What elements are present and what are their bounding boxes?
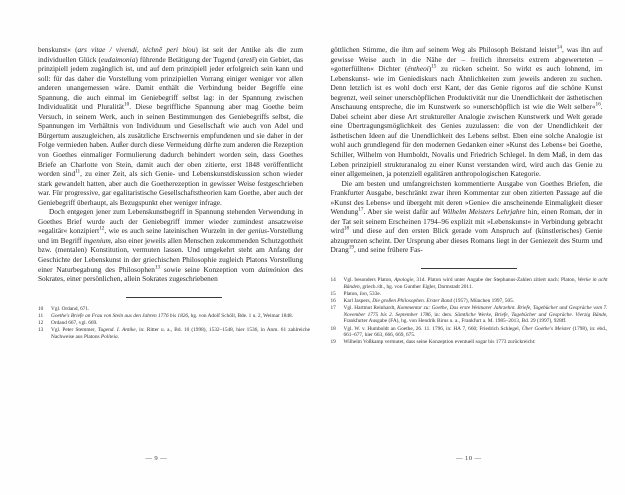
body-paragraph	[331, 179, 603, 255]
footnote-entry	[331, 277, 608, 290]
footnote-number: 11	[38, 312, 44, 319]
footnote-text	[344, 326, 608, 339]
text-run: . Diese begriffliche Spannung aber mag Goethe beim Versuch, in seinem Werk, auch in seinen Bestimmungen des Geniebegriffs selbst, die Spannungen im Verhältnis von Individuum und Gesellschaft wie auch von Adel und Bürgertum auszugleichen, als zusätzliche Erschwernis empfundenen und sie daher in der Folge vermieden haben. Außer durch diese Vermeidung dürfte zum anderen die Rezeption von Goethes einmaliger Formulierung dadurch behindert worden sein, dass Goethes Briefe an Charlotte von Stein, damit auch der oben zitierte, erst 1848 veröffentlicht worden sind	[38, 102, 303, 179]
footnote-entry	[331, 298, 608, 305]
italic-run: eudaimonia	[100, 54, 136, 64]
italic-run: Ion	[359, 290, 367, 297]
text-run: -Vorstellung und im Begriff	[38, 226, 303, 245]
text-run: , Frankfurter Ausgabe (FA), hg. von Hendrik Birus u. a., Frankfurt a. M. 1985–2013, Bd. 29 (1997), 928ff.	[343, 311, 608, 325]
italic-run: Sämtliche Werke, Briefe, Tagebücher und Gespräche. Vierzig Bände	[454, 311, 607, 318]
italic-run: Tugend. I. Antike	[97, 327, 136, 334]
text-run: des Sokrates, einer persönlichen, allein Sokrates zugeschriebenen	[38, 264, 303, 284]
text-run: . Aber sie weist dafür auf	[363, 207, 443, 217]
footnote-number: 15	[330, 290, 336, 297]
footnote-entry	[38, 313, 310, 320]
italic-run: éntheoi	[407, 64, 429, 74]
footnote-text	[344, 277, 608, 290]
italic-run: Die großen Philosophen. Erster Band	[372, 298, 453, 304]
text-run: , in: ders.	[430, 311, 455, 318]
text-run: (1798), in: ebd., 661–677, hier 663, 666, 669, 675.	[343, 325, 608, 339]
footnote-marker: 10	[124, 101, 130, 108]
text-run: , also einer jeweils allen Menschen zukommenden Schutzgottheit bzw. (mentalen) Konstitution, vermuten lassen. Und umgekehrt steht am Anfang der Geschichte der Lebenskunst in der griechischen Philosophie zugleich Platons Vorstellung einer Naturbegabung des Philosophen	[38, 235, 303, 274]
text-run: .	[117, 333, 119, 340]
text-run: Karl Jaspers,	[343, 298, 373, 304]
italic-run: Apologie	[394, 277, 414, 284]
text-run: ) ein Gebiet, das prinzipiell jedem zugänglich ist, und auf dem prinzipiell jeder erfolgreich sein kann und soll: für das daher die Vorstellung vom prinzipiellen Vorrang einiger weniger vor allen anderen unangemessen wäre. Damit enthält die Verbindung beider Begriffe eine Spannung, die auch einmal im Geniebegriff selbst lag: in der Spannung zwischen Individualität und Pluralität	[38, 54, 304, 112]
text-run: sowie seine Konzeption vom	[160, 264, 259, 274]
footnote-separator-rule	[421, 268, 517, 269]
footnote-number: 18	[330, 325, 336, 332]
italic-run: Goethe's Briefe an Frau von Stein aus den Jahren 1776 bis 1826	[51, 312, 189, 319]
text-run: , in: Ritter u. a., Bd. 10 (1998), 1532–1548, hier 1536, in Anm. 61 zahlreiche Nachweise aus Platons	[51, 327, 310, 340]
footnote-marker: 14	[556, 44, 562, 51]
footnote-text	[344, 298, 608, 305]
text-run: )	[428, 64, 432, 74]
left-page-footnote-area	[38, 297, 310, 341]
text-run: hin, einen Roman, der in der Tat seit seinem Erscheinen 1794–96 explizit mit »Lebenskunst« in Verbindung gebracht wird	[330, 207, 603, 236]
right-page-folio: — 10 —	[456, 455, 482, 462]
footnote-text	[344, 305, 608, 325]
text-run: Die am besten und umfangreichsten kommentierte Ausgabe von Goethes Briefen, die Frankfurter Ausgabe, beschränkt zwar ihren Kommentar zur oben zitierten Passage auf die »Kunst des Lebens« und übergeht mit deren »Genie« die anscheinende Einmaligkeit dieser Wendung	[330, 178, 603, 217]
text-run: , zu einer Zeit, als sich Genie- und Lebenskunstdiskussion schon wieder stark gewandelt hatten, aber auch die Goetherezeption in gewisser Weise festgeschrieben war. Für progressive, gar egalitaristische Gesellschaftstheorien kam Goethe, aber auch der Geniebegriff überhaupt, als Bezugspunkt eher weniger infrage.	[38, 169, 303, 207]
footnote-text	[51, 320, 310, 327]
text-run: ) ist seit der Antike als die zum individuellen Glück (	[38, 45, 303, 64]
footnote-number: 14	[330, 277, 336, 284]
text-run: . Dabei scheint aber diese Art struktureller Analogie zwischen Kunstwerk und Welt gerade eine Übertragungsmöglichkeit des Genies zuzulassen: die von der Unendlichkeit der ästhetischen Ideen auf die Unendlichkeit des Lebens selbst. Eben eine solche Analogie ist wohl auch grundlegend für den modernen Gedanken einer »Kunst des Lebens« bei Goethe, Schiller, Wilhelm von Humboldt, Novalis und Friedrich Schlegel. In dem Maß, in dem das Leben prinzipiell strukturanalog zu einer Kunst verstanden wird, wird auch das Genie zu einer allgemeinen, ja potenziell egalitären anthropologischen Kategorie.	[330, 102, 603, 179]
text-run: Ordand 667, vgl. 669.	[51, 320, 98, 327]
footnote-marker: 13	[154, 264, 161, 271]
italic-run: ingenium	[83, 235, 111, 245]
footnote-marker: 12	[99, 225, 105, 232]
italic-run: daimónion	[258, 264, 290, 274]
body-paragraph	[331, 45, 603, 179]
text-run: , und seine frühere Fas-	[353, 245, 423, 255]
right-page-footnote-list	[331, 277, 608, 346]
footnote-number: 17	[330, 305, 336, 312]
footnote-text	[51, 313, 310, 320]
footnote-marker: 11	[75, 168, 81, 175]
text-run: , wie es auch seine lateinischen Wurzeln in der	[104, 226, 248, 236]
text-run: Vgl. Hartmut Reinhardt,	[343, 305, 398, 312]
left-page-folio: — 9 —	[145, 455, 168, 462]
body-paragraph	[38, 207, 303, 283]
italic-run: aretē	[239, 54, 255, 64]
text-run: und diese auf den ersten Blick gerade vom Anspruch auf (künstlerisches) Genie abzugrenzen scheint. Der Ursprung aber dieses Romans liegt in der Geniezeit des Sturm und Drang	[330, 226, 603, 255]
text-run: Vgl. Peter Stemmer,	[51, 327, 98, 334]
left-page-footnote-list	[38, 306, 310, 341]
text-run: , 533e.	[366, 290, 382, 297]
footnote-marker: 16	[595, 101, 601, 108]
footnote-marker: 17	[358, 206, 364, 213]
text-run: Platon,	[343, 290, 360, 297]
text-run: göttlichen Stimme, die ihm auf seinem Weg als Philosoph Beistand leistet	[330, 45, 557, 54]
italic-run: ars vitae / vivendi, téchnē peri bíou	[77, 45, 196, 54]
footnote-separator-rule	[126, 297, 222, 298]
italic-run: Werke in acht Bänden	[343, 277, 608, 290]
italic-run: Kommentar zu: Goethe, Das erste Weimarer Jahrzehnt. Briefe, Tagebücher und Gespräche vom 7. November 1775 bis 2. September 1786	[343, 305, 608, 318]
footnote-entry	[331, 291, 608, 298]
text-run: (1957), München 1997, 505.	[452, 298, 515, 304]
footnote-entry	[331, 305, 608, 325]
footnote-text	[51, 327, 310, 340]
left-page-body	[38, 45, 303, 284]
text-run: , hg. von Adolf Schöll, Bde. 1 u. 2, Weimar 1848.	[188, 312, 293, 319]
text-run: Vgl. Ordand, 671.	[51, 305, 90, 312]
footnote-marker: 19	[348, 245, 354, 252]
text-run: zu rücken scheint. So wirkt es auch lohnend, im Lebenskunst- wie im Geniediskurs nach Ähnlichkeiten zum jeweils anderen zu suchen. Denn letzlich ist es wohl doch erst Kant, der das Genie rigoros auf die schöne Kunst begrenzt, weil seiner unerschöpflichen Produktivität nur die Unendlichkeit der ästhetischen Anschauung entspreche, die im Kunstwerk so »unerschöpflich ist wie die Welt selber«	[330, 64, 603, 112]
text-run: Vgl. W. v. Humboldt an Goethe, 26. 11. 1796, in: HA 7, 660; Friedrich Schlegel,	[343, 325, 522, 332]
footnote-number: 16	[330, 298, 336, 304]
italic-run: Wilhelm Meisters Lehrjahre	[442, 207, 526, 217]
text-run: benskunst« (	[38, 45, 78, 54]
footnote-marker: 18	[343, 225, 350, 232]
footnote-text	[51, 306, 310, 313]
footnote-number: 13	[38, 327, 44, 334]
text-run: Wilhelm Voßkamp vermutet, dass seine Konzeption eventuell sogar bis 1773 zurückreicht:	[343, 339, 536, 346]
text-run: Vgl. besonders Platon,	[343, 277, 395, 284]
footnote-entry	[38, 306, 310, 313]
italic-run: Politeia	[100, 333, 118, 340]
right-page-footnote-area	[331, 268, 608, 346]
body-paragraph	[38, 45, 303, 207]
footnote-text	[344, 339, 608, 346]
text-run: , griech./dt., hg. von Gunther Eigler, Darmstadt 2011.	[359, 283, 473, 290]
italic-run: genius	[247, 226, 268, 236]
footnote-entry	[38, 320, 310, 327]
footnote-entry	[38, 327, 310, 340]
text-run: , 31d. Platon wird unter Angabe der Stephanus-Zahlen zitiert nach: Platon,	[413, 277, 578, 284]
footnote-number: 10	[38, 305, 44, 312]
footnote-number: 12	[38, 320, 44, 327]
text-run: ) führende Betätigung der Tugend (	[135, 54, 240, 64]
text-run: Doch entgegen jener zum Lebenskunstbegriff in Spannung stehenden Verwendung in Goethes Brief wurde auch der Geniebegriff immer wieder zumindest ansatzweise »egalitär« konzipiert	[38, 207, 303, 236]
footnote-entry	[331, 339, 608, 346]
right-page	[313, 0, 625, 495]
italic-run: Über Goethe's Meister	[521, 325, 571, 332]
right-page-body	[331, 45, 603, 255]
text-run: , was ihn auf gewisse Weise auch in die Nähe der – freilich ihrerseits extrem abgewerteten – »gotterfüllten« Dichter (	[330, 45, 603, 74]
footnote-text	[344, 291, 608, 298]
footnote-number: 19	[330, 339, 336, 346]
footnote-entry	[331, 326, 608, 339]
footnote-marker: 15	[431, 63, 437, 70]
